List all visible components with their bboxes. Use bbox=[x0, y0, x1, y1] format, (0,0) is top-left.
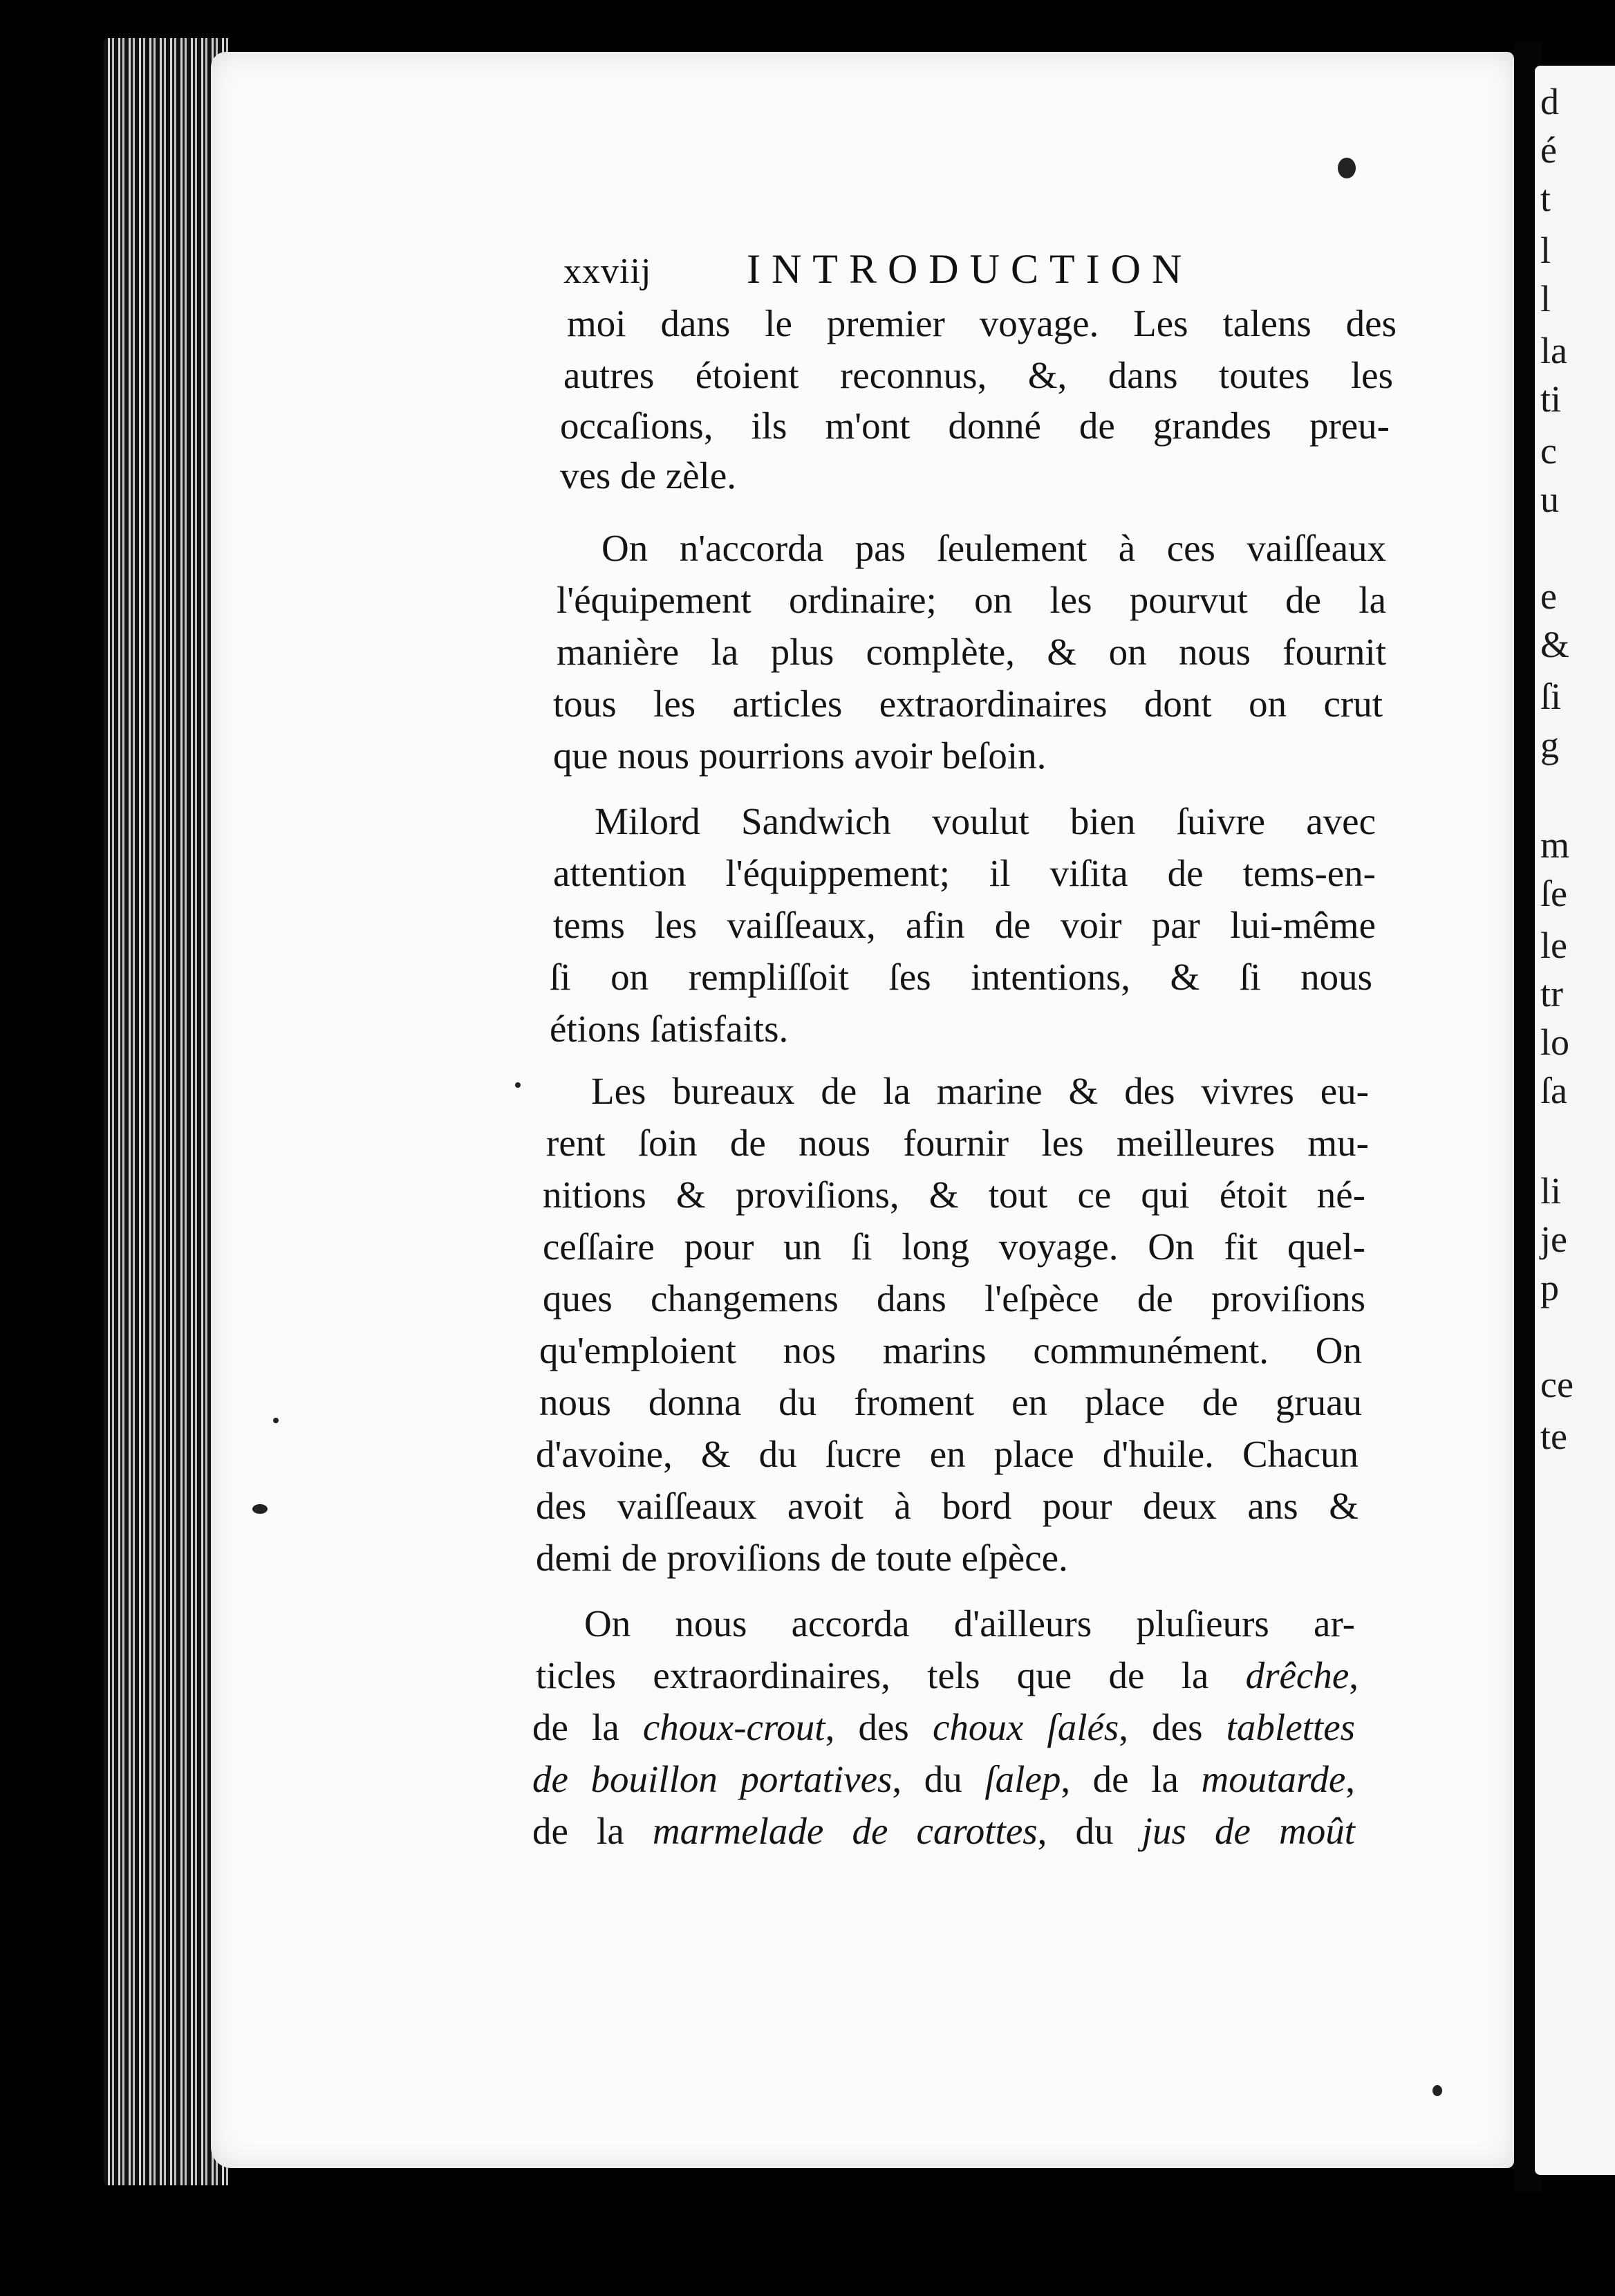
facing-line: tr bbox=[1540, 973, 1563, 1015]
text-italic: choux-crout bbox=[642, 1706, 825, 1748]
text-italic: ſalep bbox=[984, 1758, 1061, 1800]
text-line-mixed bbox=[532, 1760, 1355, 1798]
text-line: ſi on rempliſſoit ſes intentions, & ſi nous bbox=[550, 956, 1372, 998]
facing-line: ſa bbox=[1540, 1070, 1567, 1111]
text-italic: choux ſalés bbox=[932, 1706, 1119, 1748]
text-roman: de la bbox=[532, 1810, 624, 1852]
text-line: On n'accorda pas ſeulement à ces vaiſſeaux bbox=[601, 527, 1386, 569]
running-title: INTRODUCTION bbox=[747, 246, 1193, 292]
facing-line: la bbox=[1540, 330, 1567, 371]
text-line: rent ſoin de nous fournir les meilleures mu- bbox=[546, 1122, 1369, 1164]
text-line: tous les articles extraordinaires dont on crut bbox=[553, 683, 1383, 725]
text-roman: , du bbox=[1037, 1810, 1114, 1852]
facing-line: t bbox=[1540, 178, 1551, 219]
text-line: nous donna du froment en place de gruau bbox=[539, 1381, 1362, 1423]
facing-line: ſi bbox=[1540, 676, 1562, 717]
facing-line: lo bbox=[1540, 1021, 1570, 1063]
running-head bbox=[563, 246, 1255, 301]
text-italic: jus de moût bbox=[1141, 1810, 1356, 1852]
text-line: que nous pourrions avoir beſoin. bbox=[553, 734, 1047, 777]
facing-page-fragment bbox=[1535, 66, 1615, 2175]
facing-line: ce bbox=[1540, 1364, 1574, 1405]
text-line-mixed bbox=[532, 1812, 1355, 1850]
text-line: Les bureaux de la marine & des vivres eu- bbox=[591, 1070, 1369, 1112]
facing-line: u bbox=[1540, 479, 1559, 520]
facing-line: é bbox=[1540, 129, 1557, 171]
text-italic: de bouillon portatives bbox=[532, 1758, 893, 1800]
facing-line: c bbox=[1540, 430, 1557, 472]
speck bbox=[1338, 158, 1356, 178]
text-roman: , des bbox=[825, 1706, 909, 1748]
speck bbox=[273, 1418, 279, 1423]
facing-line: le bbox=[1540, 925, 1567, 966]
text-roman: , de la bbox=[1061, 1758, 1179, 1800]
facing-line: li bbox=[1540, 1170, 1562, 1212]
text-italic: tablettes bbox=[1226, 1706, 1356, 1748]
facing-line: g bbox=[1540, 724, 1559, 766]
text-line: autres étoient reconnus, &, dans toutes les bbox=[563, 354, 1393, 396]
facing-line: e bbox=[1540, 575, 1557, 617]
text-roman: ticles extraordinaires, tels que de la bbox=[536, 1654, 1209, 1696]
text-roman: de la bbox=[532, 1706, 619, 1748]
text-line: On nous accorda d'ailleurs pluſieurs ar- bbox=[584, 1602, 1355, 1645]
text-line-mixed bbox=[536, 1656, 1359, 1694]
speck bbox=[252, 1504, 268, 1514]
page-edges bbox=[104, 38, 228, 2185]
text-line: d'avoine, & du ſucre en place d'huile. Chacun bbox=[536, 1433, 1359, 1475]
facing-line: & bbox=[1540, 624, 1570, 665]
text-line: ceſſaire pour un ſi long voyage. On fit quel- bbox=[543, 1225, 1365, 1268]
speck bbox=[515, 1082, 521, 1088]
facing-line: l bbox=[1540, 230, 1551, 271]
facing-line: te bbox=[1540, 1416, 1567, 1457]
speck bbox=[1432, 2085, 1442, 2096]
facing-line: ſe bbox=[1540, 873, 1567, 914]
facing-line: m bbox=[1540, 824, 1570, 866]
text-line: demi de proviſions de toute eſpèce. bbox=[536, 1537, 1068, 1579]
text-line: ques changemens dans l'eſpèce de proviſions bbox=[543, 1277, 1365, 1320]
text-line: des vaiſſeaux avoit à bord pour deux ans & bbox=[536, 1485, 1359, 1527]
text-line: Milord Sandwich voulut bien ſuivre avec bbox=[595, 800, 1376, 842]
text-roman: , du bbox=[892, 1758, 962, 1800]
facing-line: l bbox=[1540, 278, 1551, 320]
text-line: moi dans le premier voyage. Les talens des bbox=[567, 302, 1397, 344]
facing-line: p bbox=[1540, 1267, 1559, 1308]
text-line: tems les vaiſſeaux, afin de voir par lui-même bbox=[553, 904, 1376, 946]
text-line: l'équipement ordinaire; on les pourvut de la bbox=[557, 579, 1386, 621]
text-roman: , bbox=[1349, 1654, 1359, 1696]
facing-line: je bbox=[1540, 1219, 1567, 1260]
text-line: attention l'équippement; il viſita de tems-en- bbox=[553, 852, 1376, 894]
text-italic: drêche bbox=[1245, 1654, 1350, 1696]
text-line: occaſions, ils m'ont donné de grandes preu- bbox=[560, 405, 1390, 447]
text-line: manière la plus complète, & on nous fournit bbox=[557, 631, 1386, 673]
text-line: nitions & proviſions, & tout ce qui étoit né- bbox=[543, 1174, 1365, 1216]
text-roman: , bbox=[1345, 1758, 1356, 1800]
facing-line: d bbox=[1540, 81, 1559, 122]
text-line: ves de zèle. bbox=[560, 454, 736, 497]
facing-line: ti bbox=[1540, 378, 1562, 420]
text-italic: moutarde bbox=[1201, 1758, 1346, 1800]
text-roman: , des bbox=[1119, 1706, 1203, 1748]
page-number: xxviij bbox=[563, 252, 652, 291]
text-line: qu'emploient nos marins communément. On bbox=[539, 1329, 1362, 1371]
text-italic: marmelade de carottes bbox=[652, 1810, 1038, 1852]
text-line-mixed bbox=[532, 1708, 1355, 1746]
text-line: étions ſatisfaits. bbox=[550, 1008, 789, 1050]
